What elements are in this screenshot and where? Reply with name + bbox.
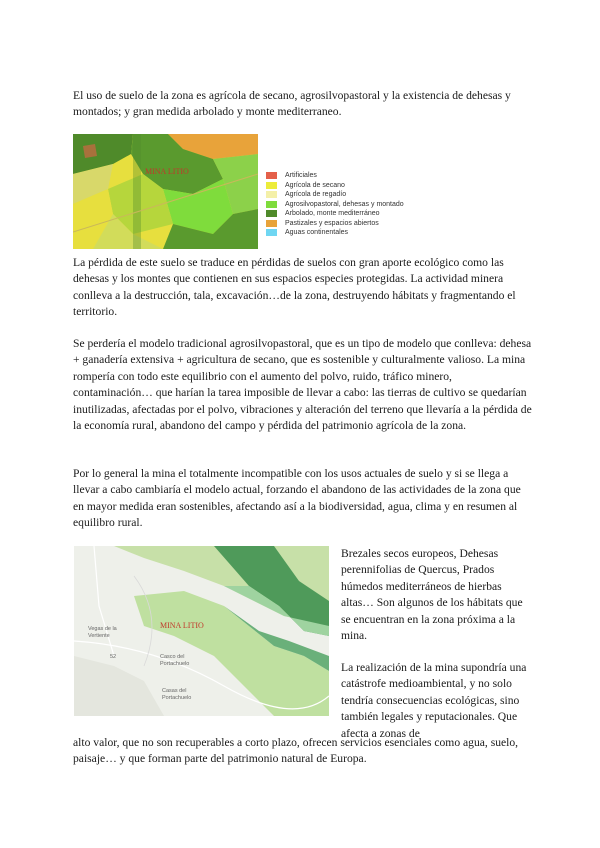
paragraph-catastrophe-continued: alto valor, que no son recuperables a corto plazo, ofrecen servicios esenciales como agua, suelo, paisaje… y que forman parte del patrimonio natural de Europa.: [73, 736, 519, 766]
paragraph-land-use: El uso de suelo de la zona es agrícola de secano, agrosilvopastoral y la existencia de dehesas y montados; y gran medida arbolado y monte mediterraneo.: [73, 89, 511, 119]
legend-item: [266, 200, 436, 210]
legend-swatch: [266, 210, 277, 217]
legend-swatch: [266, 220, 277, 227]
map2-place-vegas: Vegas de la Vertiente: [88, 626, 117, 639]
paragraph-incompatibility: Por lo general la mina el totalmente incompatible con los usos actuales de suelo y si se llega a llevar a cabo cambiaría el modelo actual, forzando el abandono de las actividades de la zona que en mayor medida eran sostenibles, afectando así a la biodiversidad, agua, clima y en resumen al equilibro rural.: [73, 467, 521, 530]
legend-item: [266, 190, 436, 200]
legend-item: [266, 171, 436, 181]
legend-swatch: [266, 182, 277, 189]
legend-swatch: [266, 172, 277, 179]
legend-item: [266, 219, 436, 229]
legend-swatch: [266, 229, 277, 236]
legend-label: Agrícola de secano: [285, 181, 345, 189]
legend-item: [266, 181, 436, 191]
land-use-map: [73, 134, 258, 249]
map-legend: [266, 171, 436, 238]
legend-label: Artificiales: [285, 172, 317, 180]
legend-swatch: [266, 201, 277, 208]
habitat-map: [74, 546, 329, 716]
legend-swatch: [266, 191, 277, 198]
legend-item: [266, 228, 436, 238]
map2-road-number: 52: [110, 654, 117, 660]
legend-label: Agrícola de regadío: [285, 191, 347, 199]
legend-item: [266, 209, 436, 219]
legend-label: Aguas continentales: [285, 229, 349, 237]
map2-place-casas: Casas del Portachuelo: [162, 688, 192, 701]
map2-place-casco: Casco del Portachuelo: [160, 654, 190, 667]
legend-label: Agrosilvopastoral, dehesas y montado: [285, 200, 404, 208]
paragraph-soil-loss: La pérdida de este suelo se traduce en pérdidas de suelos con gran aporte ecológico como las dehesas y los montes que contienen en sus espacios especies protegidas. La actividad minera conlleva a la destrucción, tala, excavación…de la zona, destruyendo hábitats y fragmentando el territorio.: [73, 256, 516, 319]
legend-label: Pastizales y espacios abiertos: [285, 219, 379, 227]
map2-mine-label: MINA LITIO: [160, 621, 204, 630]
legend-label: Arbolado, monte mediterráneo: [285, 210, 380, 218]
map1-mine-label: MINA LITIO: [145, 167, 189, 176]
paragraph-agrosilvopastoral: Se perdería el modelo tradicional agrosilvopastoral, que es un tipo de modelo que conlleva: dehesa + ganadería extensiva + agricultura de secano, que es sostenible y culturalmente valioso. La mina rompería con todo este equilibrio con el aumento del polvo, ruido, tráfico minero, contaminación… que harían la tarea imposible de llevar a cabo: las tierras de cultivo se quedarían inutilizadas, afectadas por el polvo, vibraciones y alteración del terreno que llevaría a la pérdida de la economía rural, abandono del campo y pérdida del patrimonio agrícola de la zona.: [73, 337, 532, 433]
paragraph-catastrophe: La realización de la mina supondría una catástrofe medioambiental, y no solo tendría consecuencias ecológicas, sino también legales y reputacionales. Que afecta a zonas de: [341, 661, 527, 740]
paragraph-habitats: Brezales secos europeos, Dehesas perennifolias de Quercus, Prados húmedos mediterráneos de hierbas altas… Son algunos de los hábitats que se encuentran en la zona próxima a la mina.: [341, 547, 523, 643]
